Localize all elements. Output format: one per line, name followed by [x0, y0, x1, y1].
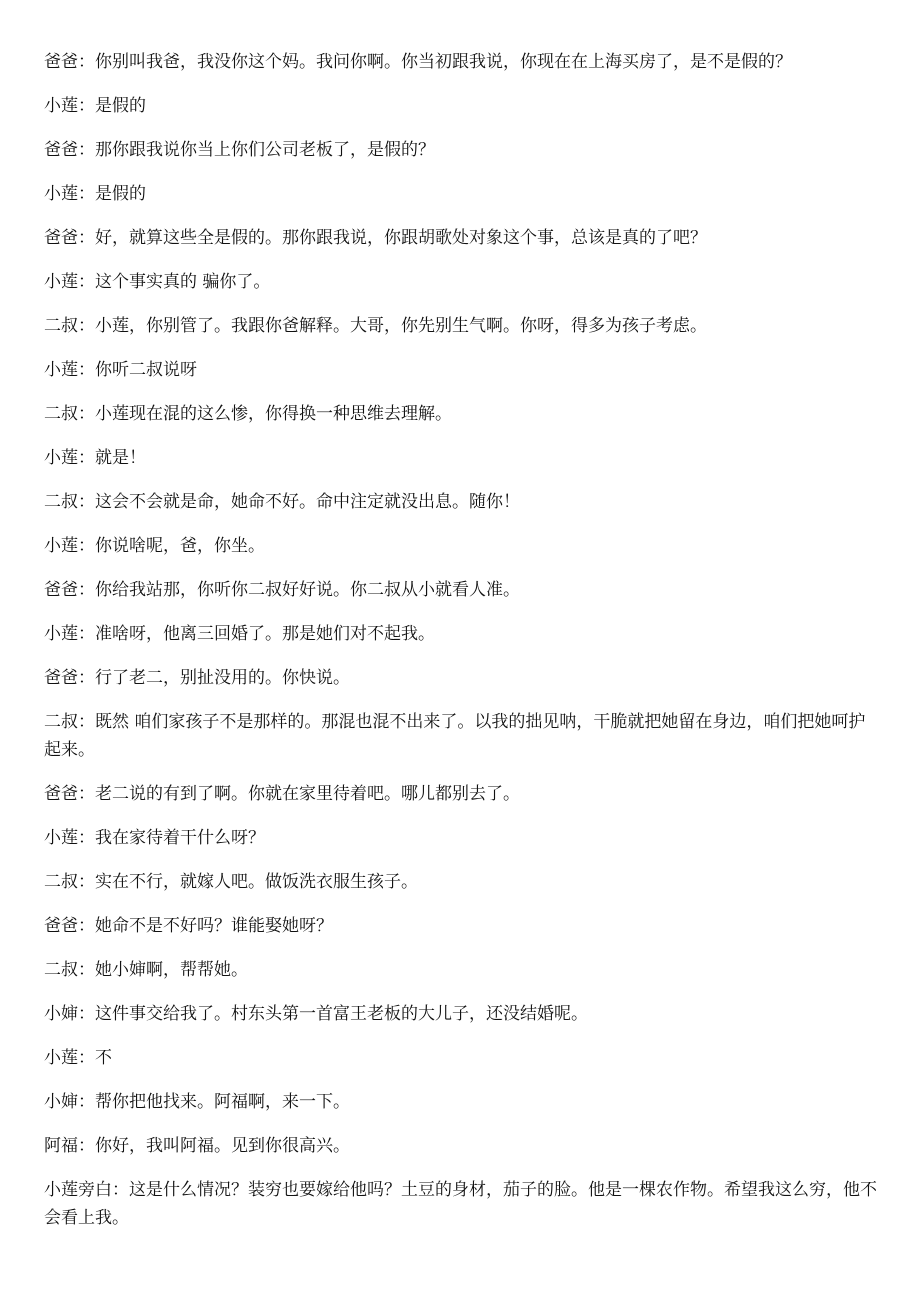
- dialogue-text: 小莲，你别管了。我跟你爸解释。大哥，你先别生气啊。你呀，得多为孩子考虑。: [95, 316, 707, 336]
- dialogue-line: [44, 268, 880, 296]
- speaker-name: 小婶: [44, 1004, 78, 1024]
- dialogue-line: [44, 1044, 880, 1072]
- speaker-name: 二叔: [44, 712, 78, 732]
- speaker-colon: ：: [78, 1136, 95, 1156]
- dialogue-text: 实在不行，就嫁人吧。做饭洗衣服生孩子。: [95, 872, 418, 892]
- speaker-name: 阿福: [44, 1136, 78, 1156]
- speaker-name: 小莲: [44, 828, 78, 848]
- speaker-colon: ：: [78, 1004, 95, 1024]
- speaker-colon: ：: [78, 404, 95, 424]
- speaker-colon: ：: [78, 712, 95, 732]
- dialogue-line: [44, 48, 880, 76]
- dialogue-line: [44, 1088, 880, 1116]
- dialogue-line: [44, 708, 880, 764]
- dialogue-line: [44, 824, 880, 852]
- speaker-name: 小莲: [44, 448, 78, 468]
- dialogue-text: 老二说的有到了啊。你就在家里待着吧。哪儿都别去了。: [95, 784, 520, 804]
- speaker-name: 小莲旁白: [44, 1180, 112, 1200]
- script-page: [44, 48, 880, 1248]
- speaker-name: 二叔: [44, 872, 78, 892]
- dialogue-text: 准啥呀，他离三回婚了。那是她们对不起我。: [95, 624, 435, 644]
- dialogue-text: 是假的: [95, 184, 146, 204]
- dialogue-line: [44, 488, 880, 516]
- dialogue-line: [44, 356, 880, 384]
- speaker-colon: ：: [78, 316, 95, 336]
- speaker-name: 二叔: [44, 316, 78, 336]
- speaker-name: 二叔: [44, 492, 78, 512]
- dialogue-text: 她小婶啊，帮帮她。: [95, 960, 248, 980]
- speaker-colon: ：: [78, 96, 95, 116]
- speaker-name: 爸爸: [44, 52, 78, 72]
- speaker-name: 爸爸: [44, 140, 78, 160]
- speaker-name: 小莲: [44, 96, 78, 116]
- speaker-colon: ：: [78, 960, 95, 980]
- speaker-colon: ：: [78, 668, 95, 688]
- speaker-colon: ：: [78, 916, 95, 936]
- dialogue-text: 是假的: [95, 96, 146, 116]
- speaker-name: 爸爸: [44, 580, 78, 600]
- dialogue-text: 帮你把他找来。阿福啊，来一下。: [95, 1092, 350, 1112]
- dialogue-line: [44, 912, 880, 940]
- dialogue-line: [44, 1176, 880, 1232]
- dialogue-text: 小莲现在混的这么惨，你得换一种思维去理解。: [95, 404, 452, 424]
- speaker-name: 小莲: [44, 624, 78, 644]
- speaker-colon: ：: [78, 872, 95, 892]
- speaker-name: 小莲: [44, 536, 78, 556]
- dialogue-line: [44, 956, 880, 984]
- speaker-name: 小莲: [44, 184, 78, 204]
- speaker-name: 小莲: [44, 360, 78, 380]
- dialogue-line: [44, 664, 880, 692]
- dialogue-line: [44, 92, 880, 120]
- speaker-colon: ：: [78, 1048, 95, 1068]
- speaker-name: 爸爸: [44, 784, 78, 804]
- dialogue-text: 好，就算这些全是假的。那你跟我说，你跟胡歌处对象这个事，总该是真的了吧？: [95, 228, 707, 248]
- speaker-colon: ：: [78, 228, 95, 248]
- dialogue-text: 你说啥呢，爸，你坐。: [95, 536, 265, 556]
- speaker-colon: ：: [112, 1180, 129, 1200]
- dialogue-text: 你听二叔说呀: [95, 360, 197, 380]
- dialogue-text: 这会不会就是命，她命不好。命中注定就没出息。随你！: [95, 492, 520, 512]
- speaker-colon: ：: [78, 492, 95, 512]
- speaker-colon: ：: [78, 784, 95, 804]
- dialogue-line: [44, 780, 880, 808]
- speaker-colon: ：: [78, 624, 95, 644]
- speaker-colon: ：: [78, 448, 95, 468]
- speaker-name: 爸爸: [44, 668, 78, 688]
- speaker-name: 小莲: [44, 1048, 78, 1068]
- speaker-name: 爸爸: [44, 228, 78, 248]
- dialogue-text: 你给我站那，你听你二叔好好说。你二叔从小就看人准。: [95, 580, 520, 600]
- dialogue-text: 行了老二，别扯没用的。你快说。: [95, 668, 350, 688]
- dialogue-line: [44, 868, 880, 896]
- dialogue-line: [44, 312, 880, 340]
- dialogue-line: [44, 400, 880, 428]
- dialogue-text: 我在家待着干什么呀？: [95, 828, 265, 848]
- speaker-name: 二叔: [44, 404, 78, 424]
- dialogue-line: [44, 620, 880, 648]
- dialogue-text: 这件事交给我了。村东头第一首富王老板的大儿子，还没结婚呢。: [95, 1004, 588, 1024]
- speaker-colon: ：: [78, 580, 95, 600]
- dialogue-line: [44, 1000, 880, 1028]
- speaker-name: 爸爸: [44, 916, 78, 936]
- dialogue-text: 那你跟我说你当上你们公司老板了，是假的？: [95, 140, 435, 160]
- dialogue-text: 不: [95, 1048, 112, 1068]
- dialogue-text: 就是！: [95, 448, 146, 468]
- dialogue-line: [44, 444, 880, 472]
- dialogue-text: 你好，我叫阿福。见到你很高兴。: [95, 1136, 350, 1156]
- dialogue-line: [44, 532, 880, 560]
- speaker-colon: ：: [78, 536, 95, 556]
- dialogue-text: 既然 咱们家孩子不是那样的。那混也混不出来了。以我的拙见呐，干脆就把她留在身边，咱们把她呵护起来。: [44, 712, 866, 760]
- dialogue-text: 这是什么情况？装穷也要嫁给他吗？土豆的身材，茄子的脸。他是一棵农作物。希望我这么穷，他不会看上我。: [44, 1180, 877, 1228]
- speaker-colon: ：: [78, 184, 95, 204]
- dialogue-line: [44, 180, 880, 208]
- speaker-name: 小莲: [44, 272, 78, 292]
- speaker-colon: ：: [78, 360, 95, 380]
- dialogue-text: 她命不是不好吗？谁能娶她呀？: [95, 916, 333, 936]
- speaker-name: 二叔: [44, 960, 78, 980]
- dialogue-line: [44, 136, 880, 164]
- speaker-colon: ：: [78, 52, 95, 72]
- dialogue-text: 你别叫我爸，我没你这个妈。我问你啊。你当初跟我说，你现在在上海买房了，是不是假的？: [95, 52, 792, 72]
- dialogue-text: 这个事实真的 骗你了。: [95, 272, 271, 292]
- speaker-name: 小婶: [44, 1092, 78, 1112]
- speaker-colon: ：: [78, 828, 95, 848]
- dialogue-line: [44, 576, 880, 604]
- speaker-colon: ：: [78, 1092, 95, 1112]
- speaker-colon: ：: [78, 272, 95, 292]
- dialogue-line: [44, 1132, 880, 1160]
- dialogue-line: [44, 224, 880, 252]
- speaker-colon: ：: [78, 140, 95, 160]
